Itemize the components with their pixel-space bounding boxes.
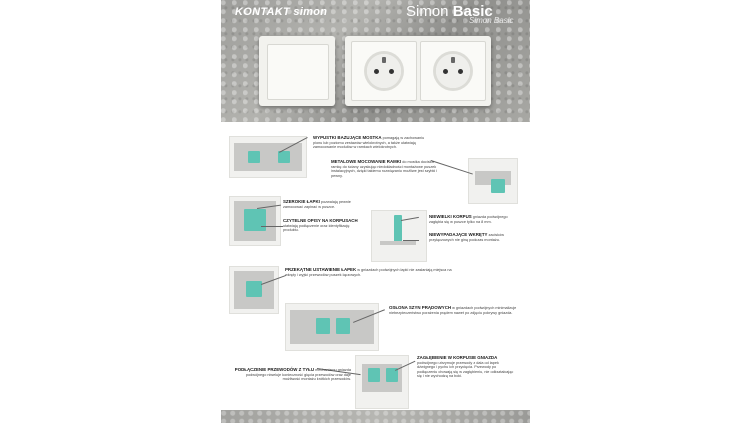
rear-wiring-image <box>355 355 409 409</box>
feature-bridge-lugs <box>313 136 433 150</box>
simon-basic-logo-bold: Basic <box>452 3 493 20</box>
feature-heading: PODŁĄCZENIE PRZEWODÓW Z TYŁU <box>234 367 315 372</box>
kontakt-simon-logo-text: KONTAKT simon <box>235 6 328 18</box>
feature-captive-screws <box>429 233 517 242</box>
light-switch-image <box>259 36 335 106</box>
ground-pin <box>382 57 386 63</box>
feature-body-recess <box>417 356 517 379</box>
kontakt-simon-logo <box>235 6 327 18</box>
feature-text: podwójnego utrzymuje przewody z dala od łapek dźwignego i pychu ich przycięcia. Przewody po podłączeniu chowają się w zagłębieniu, nie odkształcając się i nie wychodzą na boki. <box>417 360 514 379</box>
feature-text: w gniazdach podwójnych łapki nie zasłaniają miejsca na wkręty i wyjść przewodów puszek łączowych. <box>285 268 452 277</box>
socket-hole <box>443 69 448 74</box>
feature-heading: NIEWIELKI KORPUS <box>429 214 472 219</box>
frame-mount-image <box>468 158 518 204</box>
socket-hole <box>458 69 463 74</box>
feature-heading: PRZEKĄTNE USTAWIENIE ŁAPEK <box>285 267 357 272</box>
feature-text: pozwalają pewnie zamocować zapinać w puszce. <box>283 200 351 209</box>
feature-rear-wiring <box>229 368 351 382</box>
feature-metal-frame-mount <box>331 160 441 178</box>
diagonal-lugs-image <box>229 266 279 314</box>
feature-heading: CZYTELNE OPISY NA KORPUSACH <box>283 218 358 223</box>
double-socket-image <box>345 36 491 106</box>
socket-ring <box>364 51 404 91</box>
catalog-page <box>221 0 530 423</box>
socket-hole <box>389 69 394 74</box>
feature-clear-labels <box>283 219 365 233</box>
leader-line <box>261 226 283 227</box>
feature-heading: METALOWE MOCOWANIE RAMKI <box>331 159 402 164</box>
feature-busbar-cover <box>389 306 521 315</box>
feature-heading: WYPUSTKI BAZUJĄCE MOSTKA <box>313 135 382 140</box>
feature-heading: NIEWYPADAJĄCE WKRĘTY <box>429 232 488 237</box>
feature-small-body <box>429 215 517 224</box>
double-socket-busbar-image <box>285 303 379 351</box>
feature-text: w gniazdach podwójnych minimalizuje niebezpieczeństwo porażenia prądem nawet po zdjęciu pokrywy gniazda. <box>389 306 517 315</box>
feature-text: zacisków przyłączowych nie giną podczas montażu. <box>429 233 504 242</box>
socket-ring <box>433 51 473 91</box>
ground-pin <box>451 57 455 63</box>
simon-basic-logo-sub: Simon Basic <box>469 16 514 25</box>
feature-text: pomagają w zachowaniu pionu lub poziomu zestawów wielokrotnych, a także ułatwiają zamocowanie modułów w ramkach wielokrotnych. <box>313 136 425 150</box>
stone-header-background <box>221 0 530 122</box>
simon-basic-logo-main: Simon <box>406 3 449 20</box>
feature-text: gniazda podwójnego zagłębia się w puszce tylko na 8 mm. <box>429 215 508 224</box>
switch-key <box>267 44 329 100</box>
feature-wide-lugs <box>283 200 361 209</box>
leader-line <box>403 240 419 241</box>
socket-left <box>351 41 417 101</box>
single-socket-mechanism-image <box>229 196 281 246</box>
feature-diagonal-lugs <box>285 268 461 277</box>
feature-text: do mostka dociska ramkę do ściany uzyskując niedokładności montażowe puszek instalacyjnych, dzięki takiemu rozwiązaniu możliwe jest szybki i pewny. <box>331 160 438 178</box>
socket-hole <box>374 69 379 74</box>
stone-footer-background <box>221 410 530 423</box>
socket-right <box>420 41 486 101</box>
feature-heading: OSŁONA SZYN PRĄDOWYCH <box>389 305 452 310</box>
feature-text: mechanizmu gniazda podwójnego niweluje konieczność gięcia przewodów oraz daje możliwość montażu krótkich przewodów. <box>245 368 351 382</box>
feature-heading: ZAGŁĘBIENIE W KORPUSIE GNIAZDA <box>417 355 498 360</box>
feature-heading: SZEROKIE ŁAPKI <box>283 199 320 204</box>
feature-text: ułatwiają podłączenie oraz identyfikację produktu. <box>283 223 350 233</box>
